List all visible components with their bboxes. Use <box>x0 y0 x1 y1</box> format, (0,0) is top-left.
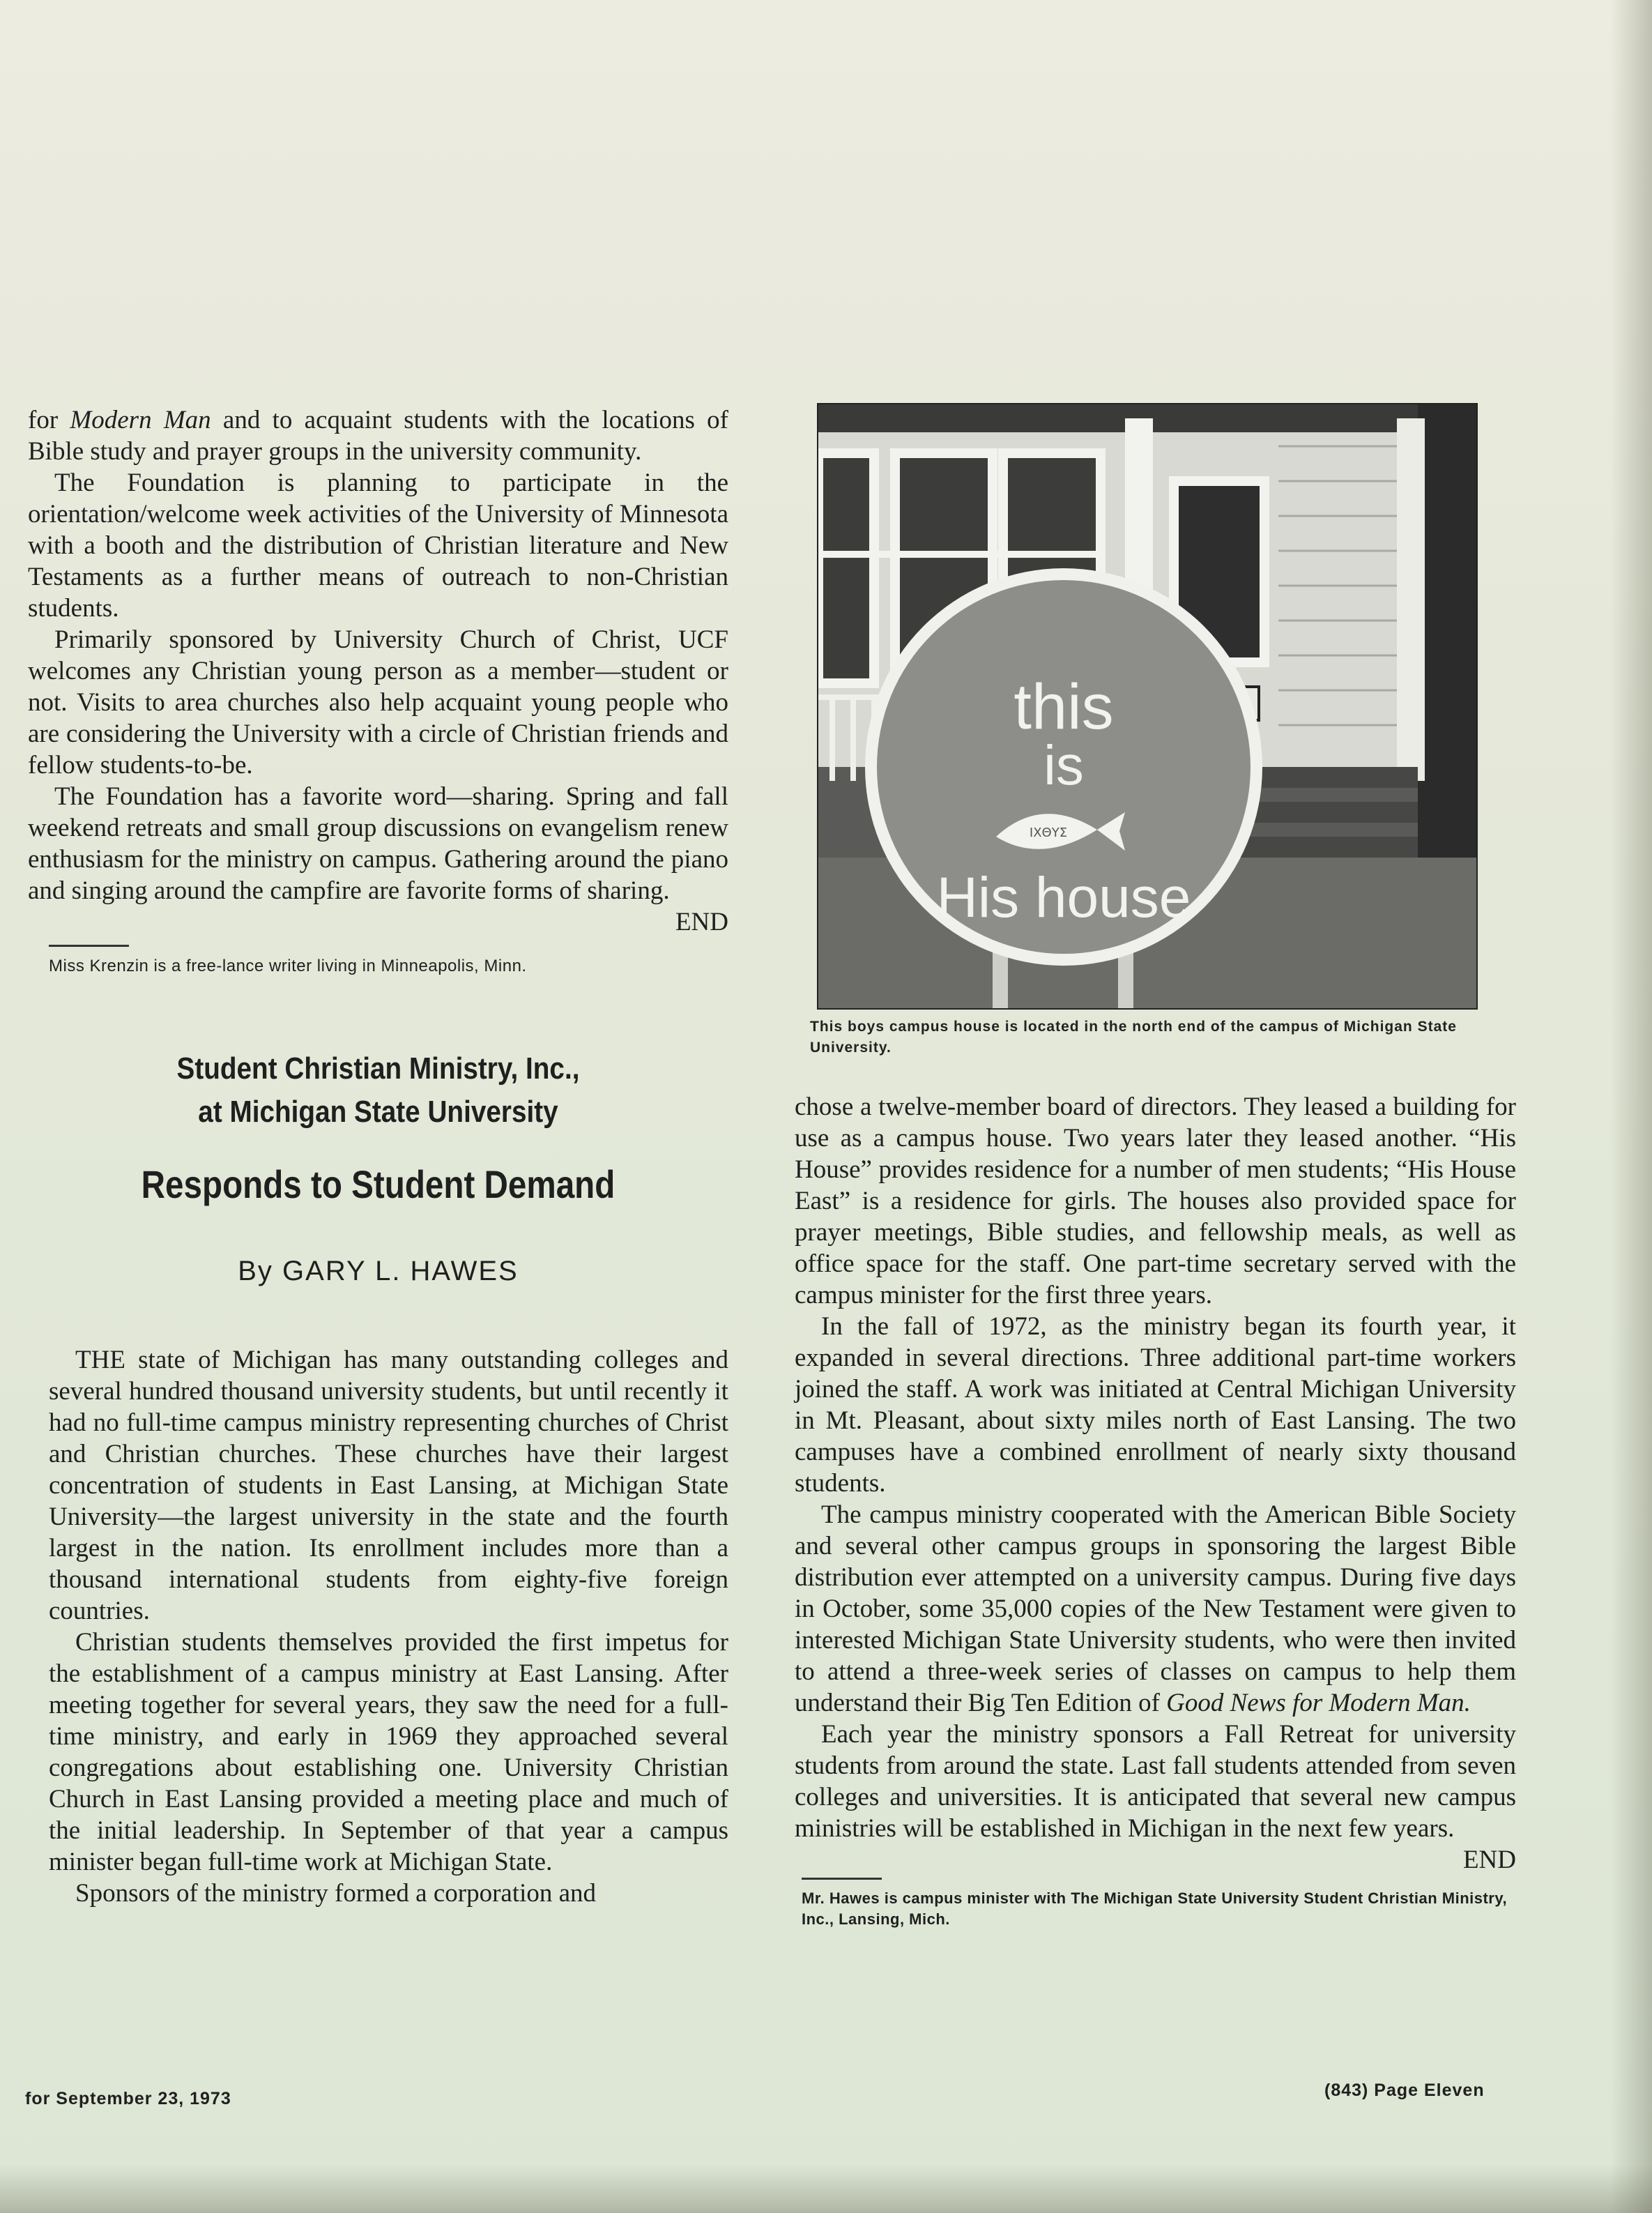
page-edge-shadow <box>1610 0 1652 2213</box>
author-credit-block <box>802 1878 1516 1930</box>
paragraph <box>795 1719 1516 1874</box>
paragraph <box>795 1499 1516 1719</box>
left-column <box>28 404 728 1909</box>
right-column <box>795 1091 1516 1930</box>
sign-text-his-house: His house <box>936 866 1191 929</box>
author-credit-krenzin: Miss Krenzin is a free-lance writer living in Minneapolis, Minn. <box>49 957 527 975</box>
sign-text-is: is <box>1043 734 1084 796</box>
issue-date: for September 23, 1973 <box>25 2089 231 2108</box>
divider-rule <box>802 1878 882 1880</box>
paragraph-text: The Foundation is planning to participate in the orientation/welcome week activities of the University of Minnesota with a booth and the distribution of Christian literature and New Testaments as a further means of outreach to non-Christian students. <box>28 469 728 623</box>
article-subtitle-line1: Student Christian Ministry, Inc., <box>176 1051 580 1086</box>
photo-illustration <box>818 404 1476 1008</box>
paragraph-text: In the fall of 1972, as the ministry began its fourth year, it expanded in several directions. Three additional part-time workers joined the staff. A work was initiated at Central Michigan University in Mt. Pleasant, about sixty miles north of East Lansing. The two campuses have a combined enrollment of nearly sixty thousand students. <box>795 1312 1516 1498</box>
paragraph: Sponsors of the ministry formed a corporation and <box>75 1879 597 1908</box>
paragraph <box>795 1091 1516 1311</box>
paragraph <box>795 1311 1516 1499</box>
paragraph-text: Primarily sponsored by University Church of Christ, UCF welcomes any Christian young person as a member—student or not. Visits to area churches also help acquaint young people who are considering the University with a circle of Christian friends and fellow students-to-be. <box>28 625 728 780</box>
italic-text: Modern Man <box>70 406 211 434</box>
continued-article <box>28 404 728 936</box>
paragraph: Christian students themselves provided the first impetus for the establishment of a campus ministry at East Lansing. After meeting together for several years, they saw the need for a full-time ministry, and early in 1969 they approached several congregations about establishing one. University Christian Church in East Lansing provided a meeting place and much of the initial leadership. In September of that year a campus minister began full-time work at Michigan State. <box>49 1628 728 1876</box>
author-credit-hawes: Mr. Hawes is campus minister with The Michigan State University Student Christian Ministry, Inc., Lansing, Mich. <box>802 1889 1508 1928</box>
campus-house-photo <box>817 403 1478 1010</box>
article-body-left <box>28 1344 728 1909</box>
article-headline <box>28 1047 728 1287</box>
paragraph <box>28 781 728 936</box>
italic-text: Good News for Modern Man. <box>1166 1689 1471 1717</box>
article-subtitle-line2: at Michigan State University <box>198 1095 558 1129</box>
article-byline: By GARY L. HAWES <box>238 1256 519 1286</box>
end-mark: END <box>675 908 728 936</box>
paragraph-text: Each year the ministry sponsors a Fall Retreat for university students from around the state. Last fall students attended from seven colleges and universities. It is anticipated that several new campus ministries will be established in Michigan in the next few years. <box>795 1720 1516 1843</box>
paragraph: THE state of Michigan has many outstanding colleges and several hundred thousand university students, but until recently it had no full-time campus ministry representing churches of Christ and Christian churches. These churches have their largest concentration of students in East Lansing, at Michigan State University—the largest university in the state and the fourth largest in the nation. Its enrollment includes more than a thousand international students from eighty-five foreign countries. <box>49 1346 728 1625</box>
paragraph-text: chose a twelve-member board of directors. They leased a building for use as a campus house. Two years later they leased another. “His House” provides residence for a number of men students; “His House East” is a residence for girls. The houses also provided space for prayer meetings, Bible studies, and fellowship meals, as well as office space for the staff. One part-time secretary served with the campus minister for the first three years. <box>795 1093 1516 1309</box>
paragraph <box>28 467 728 624</box>
photo-caption: This boys campus house is located in the north end of the campus of Michigan State University. <box>810 1019 1457 1056</box>
end-mark: END <box>1462 1846 1516 1874</box>
article-title: Responds to Student Demand <box>141 1162 615 1206</box>
paragraph-text: The campus ministry cooperated with the American Bible Society and several other campus groups in sponsoring the largest Bible distribution ever attempted on a university campus. During five days in October, some 35,000 copies of the New Testament were given to interested Michigan State University students, who were then invited to attend a three-week series of classes on campus to help them understand their Big Ten Edition of <box>795 1500 1516 1717</box>
article-body-right <box>795 1091 1516 1874</box>
fish-text: ΙΧΘΥΣ <box>1029 826 1068 840</box>
divider-rule <box>49 945 129 947</box>
page-number: (843) Page Eleven <box>1324 2081 1485 2100</box>
paragraph-text: and to acquaint students with the locations of Bible study and prayer groups in the university community. <box>28 406 728 466</box>
paragraph-text: The Foundation has a favorite word—sharing. Spring and fall weekend retreats and small group discussions on evangelism renew enthusiasm for the ministry on campus. Gathering around the piano and singing around the campfire are favorite forms of sharing. <box>28 782 728 905</box>
page-bottom-shadow <box>0 2164 1652 2213</box>
paragraph <box>28 404 728 467</box>
sign-text-this: this <box>1014 671 1114 743</box>
paragraph <box>28 624 728 781</box>
paragraph-text: for <box>28 406 70 434</box>
